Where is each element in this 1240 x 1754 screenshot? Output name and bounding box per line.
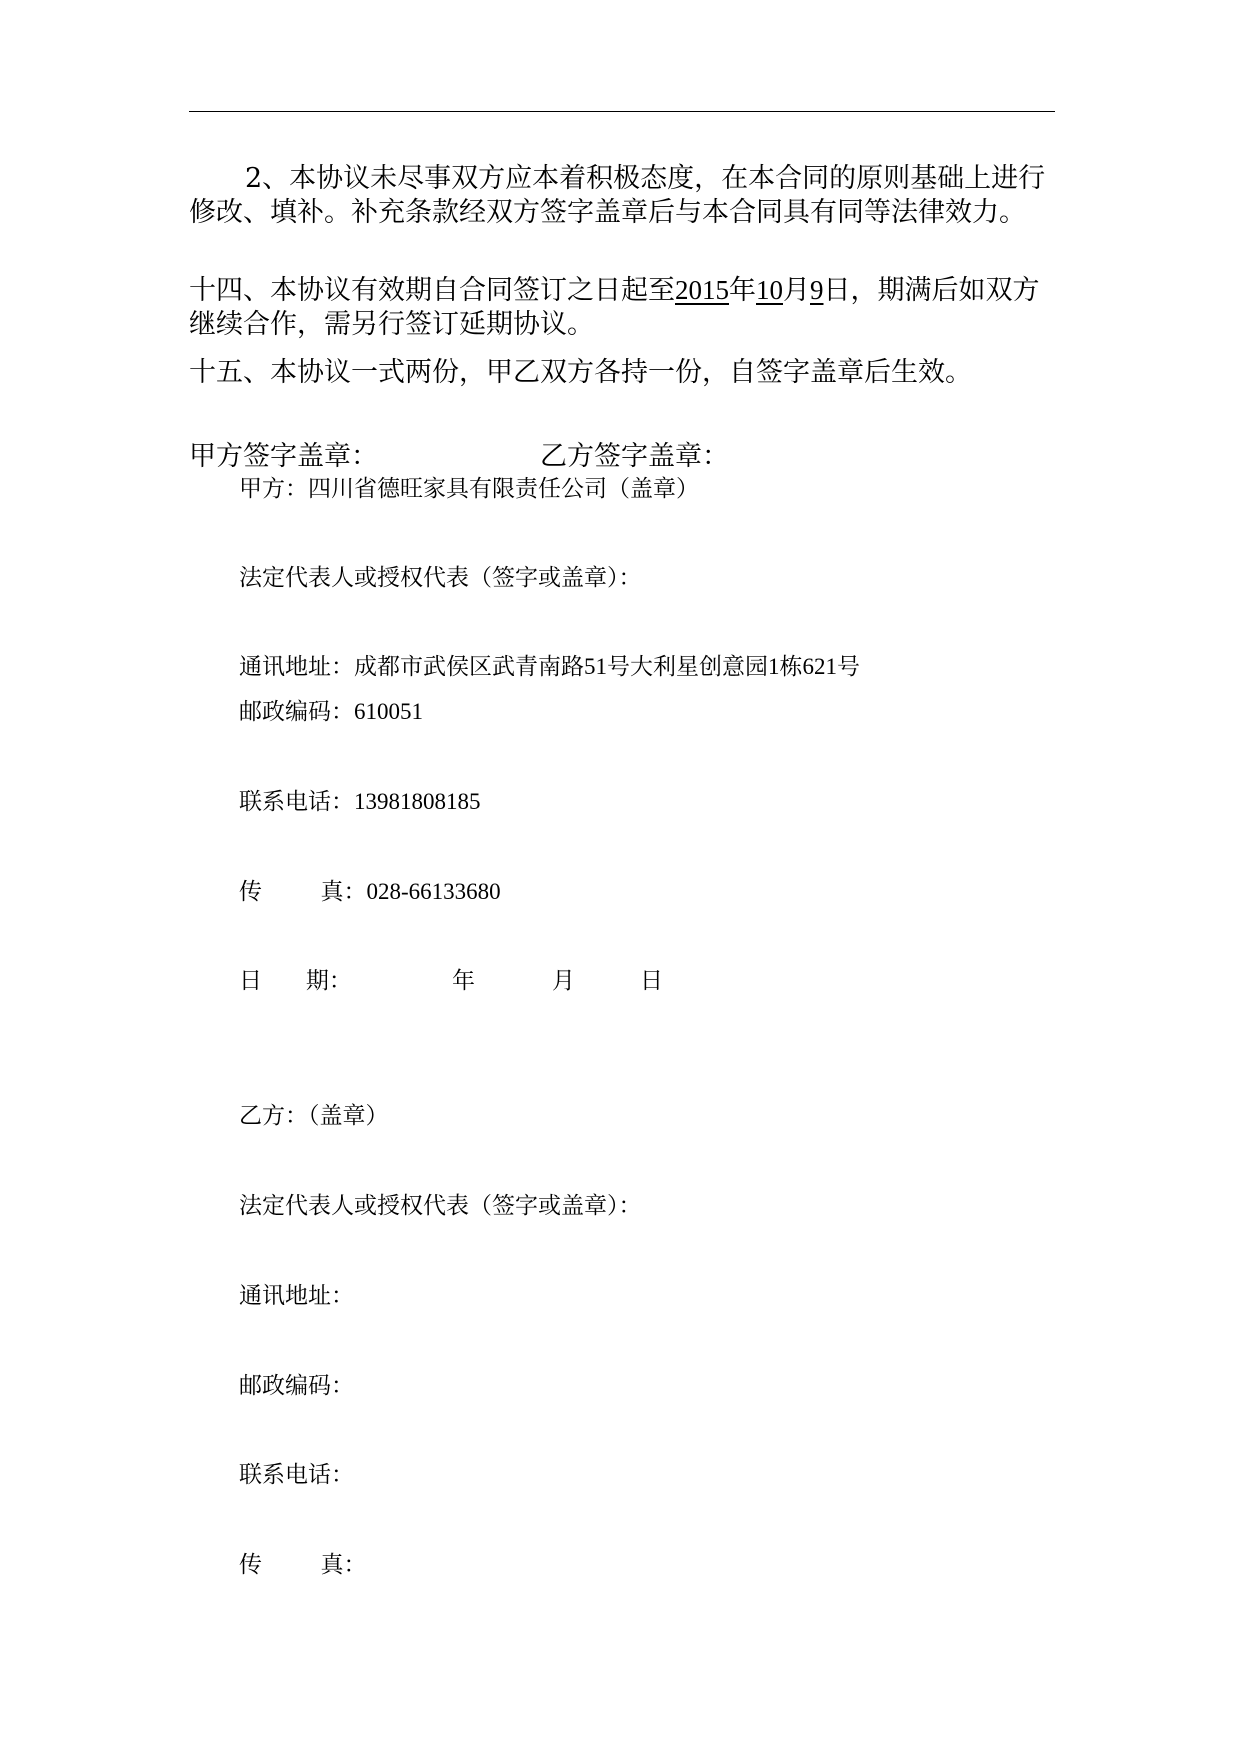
party-a-address: [239, 652, 860, 682]
expiry-day: 9: [810, 275, 824, 305]
party-a-rep: 法定代表人或授权代表（签字或盖章）：: [239, 565, 642, 591]
party-a-address-value: 成都市武侯区武青南路51号大利星创意园1栋621号: [354, 654, 860, 679]
party-b-fax-label: 传 真：: [239, 1552, 367, 1578]
party-a-date-day: 日: [640, 968, 663, 994]
party-a-phone-value: 13981808185: [354, 789, 481, 814]
party-a-date-label: 日 期：: [239, 968, 352, 994]
party-a-date-year: 年: [452, 968, 475, 994]
clause-14-suffix: 日，期满后如双方继续合作，需另行签订延期协议。: [189, 275, 1040, 340]
party-a-fax-label: 传 真：: [239, 879, 367, 905]
party-a-name: 甲方：四川省德旺家具有限责任公司（盖章）: [239, 476, 699, 502]
party-a-fax-value: 028-66133680: [366, 879, 501, 904]
expiry-month: 10: [756, 275, 783, 305]
party-a-postcode-label: 邮政编码：: [239, 699, 354, 725]
party-b-signature-label: 乙方签字盖章：: [540, 441, 729, 472]
party-b-address-label: 通讯地址：: [239, 1283, 354, 1309]
expiry-year-unit: 年: [729, 275, 756, 306]
party-a-date-month: 月: [552, 968, 575, 994]
party-a-address-label: 通讯地址：: [239, 654, 354, 680]
party-a-signature-label: 甲方签字盖章：: [189, 441, 378, 472]
header-rule: [189, 111, 1055, 112]
clause-14-prefix: 十四、本协议有效期自合同签订之日起至: [189, 275, 675, 306]
party-b-rep: 法定代表人或授权代表（签字或盖章）：: [239, 1193, 642, 1219]
party-a-date: [239, 966, 352, 996]
clause-2: 2、本协议未尽事双方应本着积极态度，在本合同的原则基础上进行修改、填补。补充条款经双方签字盖章后与本合同具有同等法律效力。: [189, 163, 1046, 228]
expiry-month-unit: 月: [783, 275, 810, 306]
party-a-phone-label: 联系电话：: [239, 789, 354, 815]
party-b-name: 乙方：（盖章）: [239, 1103, 389, 1129]
party-b-postcode-label: 邮政编码：: [239, 1373, 354, 1399]
party-a-phone: [239, 787, 481, 817]
clause-14: [189, 273, 1057, 342]
party-a-postcode-value: 610051: [354, 699, 423, 724]
party-a-fax: [239, 877, 501, 907]
party-a-postcode: [239, 697, 423, 727]
clause-15: 十五、本协议一式两份，甲乙双方各持一份，自签字盖章后生效。: [189, 357, 972, 388]
party-b-phone-label: 联系电话：: [239, 1462, 354, 1488]
expiry-year: 2015: [675, 275, 729, 305]
